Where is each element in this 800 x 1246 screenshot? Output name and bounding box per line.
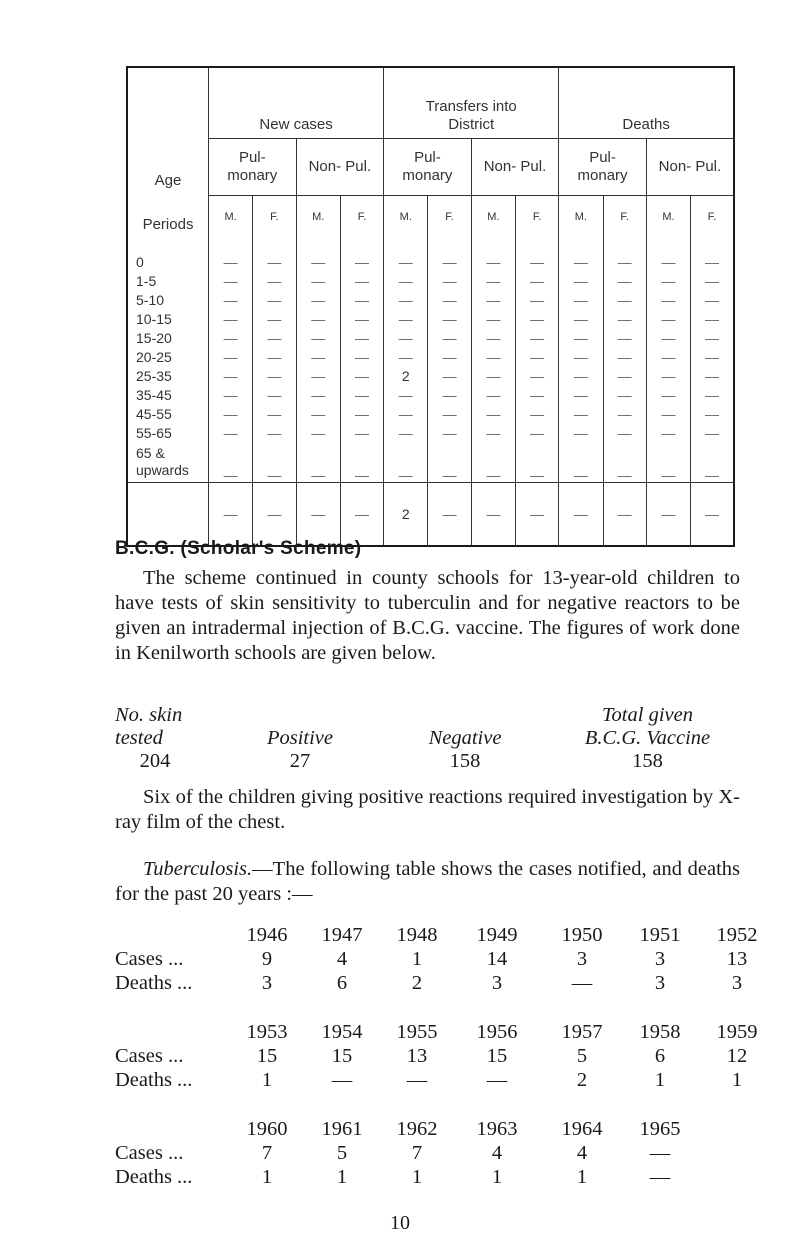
table-cell: —: [296, 290, 340, 309]
bcg-col-label-total-2: B.C.G. Vaccine: [584, 727, 711, 749]
table-cell: —: [384, 385, 428, 404]
table-cell: —: [296, 423, 340, 442]
table-cell: —: [296, 442, 340, 483]
table-cell: —: [646, 309, 690, 328]
age-period-label: 65 & upwards: [136, 445, 189, 478]
table-cell: —: [471, 271, 515, 290]
table-cell: —: [340, 271, 383, 290]
table-cell: —: [428, 238, 471, 271]
total-cell: —: [253, 483, 296, 547]
total-cell: —: [296, 483, 340, 547]
tb-cell: —: [331, 1069, 353, 1091]
table-cell: —: [471, 442, 515, 483]
table-cell: —: [471, 347, 515, 366]
tb-cell: 13: [406, 1045, 428, 1067]
group-header-new-cases: New cases: [209, 67, 384, 139]
table-cell: —: [646, 442, 690, 483]
table-cell: —: [471, 366, 515, 385]
tb-cell: 1: [411, 948, 423, 970]
tb-cell: 1959: [716, 1021, 758, 1043]
subgroup-header: Pul- monary: [209, 139, 297, 196]
tb-cell: 1947: [321, 924, 363, 946]
tb-cell: 1957: [561, 1021, 603, 1043]
table-cell: —: [428, 404, 471, 423]
tb-cell: 1: [576, 1166, 588, 1188]
table-cell: —: [646, 404, 690, 423]
table-cell: —: [515, 347, 558, 366]
table-cell: —: [253, 271, 296, 290]
tb-cell: 1952: [716, 924, 758, 946]
age-period-label: 35-45: [136, 386, 172, 403]
tb-cell: 7: [261, 1142, 273, 1164]
table-cell: —: [646, 347, 690, 366]
tb-row-label: Deaths ...: [115, 1166, 193, 1188]
age-period-label: 5-10: [136, 291, 165, 308]
table-row: [127, 423, 734, 442]
age-period-label: 20-25: [136, 348, 172, 365]
table-cell: —: [515, 385, 558, 404]
total-cell: —: [209, 483, 253, 547]
bcg-heading: B.C.G. (Scholar's Scheme): [115, 538, 362, 559]
table-cell: —: [515, 366, 558, 385]
table-cell: —: [603, 328, 646, 347]
table-cell: —: [515, 290, 558, 309]
tb-cell: 1958: [639, 1021, 681, 1043]
table-row: [127, 271, 734, 290]
table-cell: —: [428, 366, 471, 385]
table-cell: —: [646, 238, 690, 271]
table-row: [127, 366, 734, 385]
tb-cell: 1946: [246, 924, 288, 946]
table-cell: —: [340, 290, 383, 309]
tb-cell: 15: [486, 1045, 508, 1067]
sex-header: F.: [515, 196, 558, 239]
bcg-col-label-total-1: Total given: [602, 704, 693, 726]
table-cell: —: [296, 271, 340, 290]
table-cell: —: [559, 385, 603, 404]
tb-cases-row: [115, 947, 748, 971]
tb-cell: —: [406, 1069, 428, 1091]
subgroup-header: Pul- monary: [559, 139, 647, 196]
bcg-col-label-skin-2: tested: [115, 727, 163, 749]
table-cell: —: [691, 238, 734, 271]
table-cell: —: [691, 271, 734, 290]
table-cell: —: [253, 366, 296, 385]
table-cell: —: [209, 347, 253, 366]
bcg-value-negative: 158: [449, 750, 481, 772]
age-period-label: 55-65: [136, 424, 172, 441]
bcg-col-label-skin-1: No. skin: [115, 704, 183, 726]
sex-header: F.: [603, 196, 646, 239]
table-cell: —: [340, 366, 383, 385]
table-cell: —: [559, 309, 603, 328]
tb-cell: 1961: [321, 1118, 363, 1140]
total-cell: 2: [384, 483, 428, 547]
sex-header: F.: [340, 196, 383, 239]
table-cell: —: [428, 442, 471, 483]
table-cell: —: [296, 309, 340, 328]
tb-cell: 3: [261, 972, 273, 994]
table-cell: —: [209, 238, 253, 271]
table-cell: —: [209, 366, 253, 385]
group-header-deaths: Deaths: [559, 67, 734, 139]
table-cell: —: [471, 238, 515, 271]
tb-cell: 1964: [561, 1118, 603, 1140]
tb-cell: 2: [576, 1069, 588, 1091]
bcg-col-label-negative: Negative: [428, 727, 502, 749]
tb-cell: 4: [336, 948, 348, 970]
table-cell: —: [515, 328, 558, 347]
tb-cell: —: [571, 972, 593, 994]
table-cell: —: [253, 423, 296, 442]
table-cell: —: [691, 404, 734, 423]
tb-cell: 13: [726, 948, 748, 970]
table-cell: —: [603, 290, 646, 309]
table-cell: —: [296, 385, 340, 404]
tb-cell: 5: [336, 1142, 348, 1164]
age-period-label: 15-20: [136, 329, 172, 346]
table-cell: —: [603, 238, 646, 271]
table-cell: —: [559, 290, 603, 309]
age-header-line1: Age: [154, 172, 182, 189]
total-cell: —: [515, 483, 558, 547]
table-cell: —: [471, 328, 515, 347]
table-cell: —: [646, 423, 690, 442]
table-cell: —: [646, 385, 690, 404]
table-cell: —: [691, 442, 734, 483]
sex-header: M.: [384, 196, 428, 239]
table-cell: —: [384, 309, 428, 328]
table-cell: —: [559, 271, 603, 290]
tb-deaths-row: [115, 1165, 740, 1189]
total-cell: —: [691, 483, 734, 547]
tb-year-row: [115, 1020, 758, 1044]
table-cell: —: [253, 442, 296, 483]
table-cell: —: [691, 309, 734, 328]
table-cell: —: [296, 328, 340, 347]
table-cell: —: [296, 347, 340, 366]
table-cell: —: [428, 423, 471, 442]
sex-header: F.: [428, 196, 471, 239]
tb-cell: 1965: [639, 1118, 681, 1140]
tb-cell: 1: [261, 1166, 273, 1188]
table-row: [127, 328, 734, 347]
table-cell: —: [515, 442, 558, 483]
table-cell: —: [253, 328, 296, 347]
tb-row-label: Cases ...: [115, 1142, 184, 1164]
table-cell: —: [471, 309, 515, 328]
table-cell: —: [209, 271, 253, 290]
table-cell: —: [691, 366, 734, 385]
table-cell: —: [340, 238, 383, 271]
table-cell: —: [253, 385, 296, 404]
table-row: [127, 404, 734, 423]
bcg-value-total: 158: [632, 750, 663, 772]
subgroup-header: Non- Pul.: [646, 139, 734, 196]
table-cell: —: [384, 423, 428, 442]
tb-cell: 6: [654, 1045, 666, 1067]
bcg-paragraph: The scheme continued in county schools for 13-year-old children to have tests of skin sensitivity to tuberculin and for negative reactors to be given an intradermal injection of B.C.G. vaccine. The figures of work done in Kenilworth schools are given below.: [115, 567, 740, 664]
table-cell: —: [603, 385, 646, 404]
sex-header: M.: [471, 196, 515, 239]
tb-cell: 1: [491, 1166, 503, 1188]
table-cell: —: [428, 385, 471, 404]
table-cell: —: [603, 442, 646, 483]
table-cell: —: [691, 423, 734, 442]
tb-cell: 3: [731, 972, 743, 994]
table-cell: —: [384, 328, 428, 347]
age-periods-header: [127, 67, 209, 238]
table-cell: —: [428, 271, 471, 290]
table-cell: —: [646, 366, 690, 385]
table-cell: —: [340, 404, 383, 423]
tb-cell: 1: [336, 1166, 348, 1188]
table-cell: —: [691, 290, 734, 309]
table-cell: —: [603, 271, 646, 290]
tb-deaths-row: [115, 971, 743, 995]
age-period-label: 1-5: [136, 272, 157, 289]
age-header-line2: Periods: [142, 216, 194, 233]
table-cell: —: [559, 347, 603, 366]
table-cell: —: [603, 366, 646, 385]
table-cell: —: [253, 347, 296, 366]
tb-cell: 1960: [246, 1118, 288, 1140]
tb-cell: —: [649, 1142, 671, 1164]
tb-cell: 2: [411, 972, 423, 994]
table-cell: —: [340, 385, 383, 404]
table-cell: —: [384, 442, 428, 483]
total-cell: —: [603, 483, 646, 547]
table-cell: —: [471, 290, 515, 309]
tb-intro: [115, 857, 740, 907]
table-cell: —: [209, 442, 253, 483]
sex-header: M.: [209, 196, 253, 239]
table-cell: —: [253, 238, 296, 271]
table-cell: —: [209, 404, 253, 423]
sex-header: M.: [646, 196, 690, 239]
tb-cell: 3: [654, 972, 666, 994]
table-cell: —: [559, 328, 603, 347]
table-cell: —: [559, 442, 603, 483]
table-cell: —: [428, 347, 471, 366]
bcg-value-positive: 27: [289, 750, 311, 772]
age-period-label: 45-55: [136, 405, 172, 422]
table-cell: 2: [384, 366, 428, 385]
sex-header: M.: [559, 196, 603, 239]
table-cell: —: [471, 404, 515, 423]
table-cell: —: [515, 423, 558, 442]
table-cell: —: [209, 423, 253, 442]
subgroup-header: Non- Pul.: [471, 139, 559, 196]
tb-lead: Tuberculosis.: [143, 858, 253, 880]
table-cell: —: [209, 290, 253, 309]
table-cell: —: [428, 290, 471, 309]
table-cell: —: [603, 423, 646, 442]
table-cell: —: [384, 290, 428, 309]
table-cell: —: [515, 271, 558, 290]
total-cell: —: [428, 483, 471, 547]
table-row: [127, 309, 734, 328]
total-cell: —: [646, 483, 690, 547]
sex-header: M.: [296, 196, 340, 239]
table-cell: —: [340, 309, 383, 328]
sex-header: F.: [691, 196, 734, 239]
table-cell: —: [559, 366, 603, 385]
total-cell: —: [340, 483, 383, 547]
tb-cell: 14: [486, 948, 508, 970]
tb-cases-row: [115, 1044, 748, 1068]
table-cell: —: [253, 404, 296, 423]
tb-cell: 1962: [396, 1118, 438, 1140]
total-cell: —: [471, 483, 515, 547]
sex-header: F.: [253, 196, 296, 239]
tb-cell: 1950: [561, 924, 603, 946]
table-cell: —: [384, 271, 428, 290]
tb-cell: —: [649, 1166, 671, 1188]
tb-cell: 3: [576, 948, 588, 970]
table-cell: —: [515, 238, 558, 271]
table-cell: —: [384, 238, 428, 271]
tb-cell: 1949: [476, 924, 518, 946]
tb-cell: 1953: [246, 1021, 288, 1043]
bcg-col-label-positive: Positive: [266, 727, 334, 749]
tb-cell: 1: [731, 1069, 743, 1091]
total-label-cell: [127, 483, 209, 547]
tb-cell: 1956: [476, 1021, 518, 1043]
table-cell: —: [209, 385, 253, 404]
table-cell: —: [209, 309, 253, 328]
table-cell: —: [646, 271, 690, 290]
table-row: [127, 385, 734, 404]
table-cell: —: [428, 328, 471, 347]
tb-year-row: [115, 1117, 740, 1141]
tb-cell: 3: [654, 948, 666, 970]
tb-cell: 15: [256, 1045, 278, 1067]
tb-cell: 1963: [476, 1118, 518, 1140]
table-row: [127, 347, 734, 366]
tb-cell: 5: [576, 1045, 588, 1067]
tb-row-label: Deaths ...: [115, 1069, 193, 1091]
table-cell: —: [209, 328, 253, 347]
table-row: [127, 290, 734, 309]
table-cell: —: [646, 290, 690, 309]
tb-cell: 1: [654, 1069, 666, 1091]
tb-cell: 15: [331, 1045, 353, 1067]
table-cell: —: [691, 347, 734, 366]
table-cell: —: [471, 423, 515, 442]
table-cell: —: [471, 385, 515, 404]
tb-cases-row: [115, 1141, 740, 1165]
bcg-followup: Six of the children giving positive reactions required investigation by X-ray film of the chest.: [115, 786, 740, 833]
table-row: [127, 238, 734, 271]
tb-cell: 1948: [396, 924, 438, 946]
table-cell: —: [340, 442, 383, 483]
tb-cell: 4: [491, 1142, 503, 1164]
bcg-value-skin-tested: 204: [139, 750, 171, 772]
table-cell: —: [384, 347, 428, 366]
total-cell: —: [559, 483, 603, 547]
table-cell: —: [340, 328, 383, 347]
tb-cell: 1955: [396, 1021, 438, 1043]
table-cell: —: [384, 404, 428, 423]
age-period-label: 10-15: [136, 310, 172, 327]
table-cell: —: [515, 309, 558, 328]
tb-intro-text: —The following table shows the cases notified, and deaths for the past 20 years :—: [115, 858, 740, 905]
table-cell: —: [340, 423, 383, 442]
table-cell: —: [515, 404, 558, 423]
tb-cell: 1954: [321, 1021, 363, 1043]
tb-cell: 3: [491, 972, 503, 994]
table-cell: —: [296, 404, 340, 423]
tb-cell: 4: [576, 1142, 588, 1164]
tb-cell: 9: [261, 948, 273, 970]
page-number: 10: [390, 1212, 410, 1234]
age-period-label: 0: [136, 253, 144, 270]
tb-cell: 12: [726, 1045, 748, 1067]
table-cell: —: [296, 366, 340, 385]
tb-cell: 1951: [639, 924, 681, 946]
subgroup-header: Pul- monary: [384, 139, 472, 196]
table-cell: —: [603, 309, 646, 328]
group-header-transfers: Transfers into District: [384, 67, 559, 139]
tb-year-row: [115, 923, 758, 947]
tb-row-label: Cases ...: [115, 948, 184, 970]
table-cell: —: [253, 309, 296, 328]
table-cell: —: [646, 328, 690, 347]
table-cell: —: [603, 347, 646, 366]
table-row: [127, 442, 734, 483]
subgroup-header: Non- Pul.: [296, 139, 384, 196]
table-cell: —: [253, 290, 296, 309]
tb-row-label: Deaths ...: [115, 972, 193, 994]
table-cell: —: [559, 238, 603, 271]
tb-cell: —: [486, 1069, 508, 1091]
table-cell: —: [559, 404, 603, 423]
table-cell: —: [603, 404, 646, 423]
age-period-label: 25-35: [136, 367, 172, 384]
tb-row-label: Cases ...: [115, 1045, 184, 1067]
table-cell: —: [340, 347, 383, 366]
table-cell: —: [296, 238, 340, 271]
tb-deaths-row: [115, 1068, 743, 1092]
table-cell: —: [428, 309, 471, 328]
age-periods-table: [126, 66, 735, 547]
table-cell: —: [691, 328, 734, 347]
tb-cell: 6: [336, 972, 348, 994]
table-cell: —: [691, 385, 734, 404]
tb-cell: 1: [411, 1166, 423, 1188]
tb-cell: 1: [261, 1069, 273, 1091]
tb-cell: 7: [411, 1142, 423, 1164]
table-cell: —: [559, 423, 603, 442]
